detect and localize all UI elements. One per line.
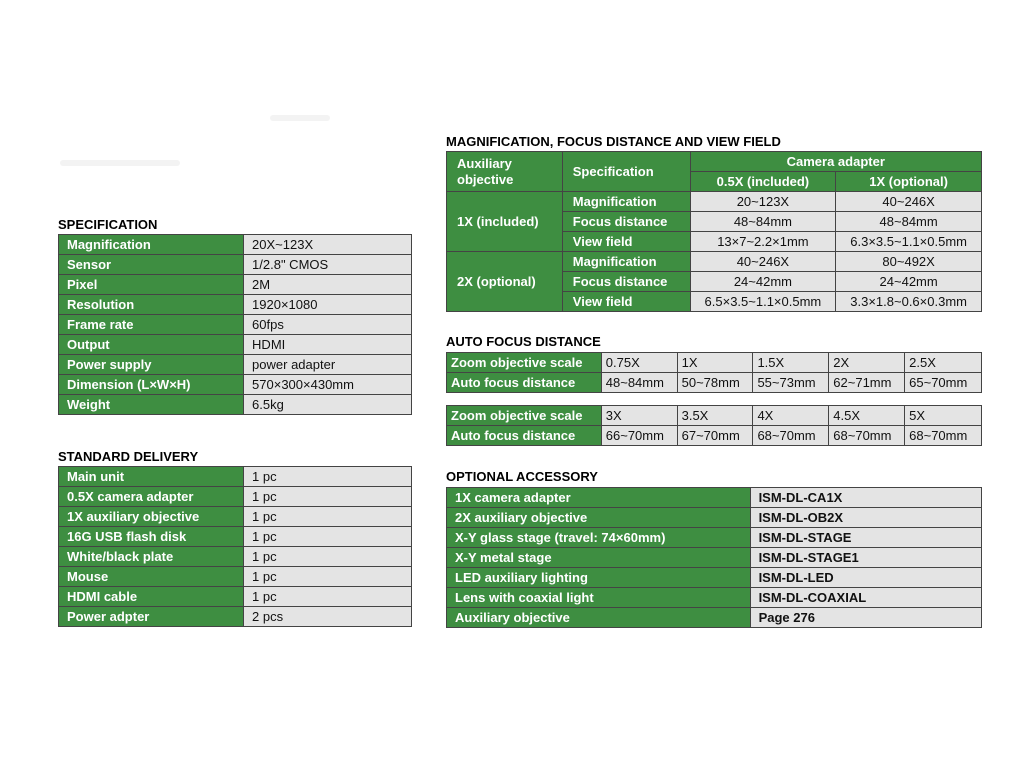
- spec-row: [59, 395, 412, 415]
- focus-distance-value: 67~70mm: [677, 426, 753, 446]
- value-1x: 24~42mm: [836, 272, 982, 292]
- value-05x: 13×7~2.2×1mm: [690, 232, 836, 252]
- focus-distance-value: 68~70mm: [905, 426, 982, 446]
- spec-row: [59, 335, 412, 355]
- focus-distance-value: 48~84mm: [601, 373, 677, 393]
- value-05x: 40~246X: [690, 252, 836, 272]
- zoom-scale-label: Zoom objective scale: [447, 353, 602, 373]
- accessory-code: ISM-DL-OB2X: [750, 508, 981, 528]
- value-05x: 24~42mm: [690, 272, 836, 292]
- delivery-qty: 1 pc: [244, 567, 412, 587]
- zoom-scale-value: 4X: [753, 406, 829, 426]
- spec-name: Magnification: [562, 192, 690, 212]
- spec-value: HDMI: [244, 335, 412, 355]
- accessory-row: [447, 608, 982, 628]
- accessory-code: Page 276: [750, 608, 981, 628]
- zoom-scale-value: 2X: [829, 353, 905, 373]
- zoom-scale-value: 2.5X: [905, 353, 982, 373]
- delivery-row: [59, 607, 412, 627]
- faint-mark: [270, 115, 330, 121]
- delivery-qty: 1 pc: [244, 487, 412, 507]
- spec-label: Resolution: [59, 295, 244, 315]
- spec-row: [59, 295, 412, 315]
- zoom-scale-value: 3.5X: [677, 406, 753, 426]
- magnification-title: MAGNIFICATION, FOCUS DISTANCE AND VIEW FIELD: [446, 134, 781, 149]
- accessory-name: 1X camera adapter: [447, 488, 751, 508]
- delivery-row: [59, 567, 412, 587]
- accessory-row: [447, 508, 982, 528]
- value-1x: 3.3×1.8~0.6×0.3mm: [836, 292, 982, 312]
- value-1x: 80~492X: [836, 252, 982, 272]
- focus-distance-row: [447, 426, 982, 446]
- delivery-row: [59, 587, 412, 607]
- focus-distance-value: 66~70mm: [601, 426, 677, 446]
- value-1x: 48~84mm: [836, 212, 982, 232]
- accessory-title: OPTIONAL ACCESSORY: [446, 469, 598, 484]
- objective-label: 2X (optional): [447, 252, 563, 312]
- delivery-title: STANDARD DELIVERY: [58, 449, 199, 464]
- delivery-item: Mouse: [59, 567, 244, 587]
- spec-row: [59, 355, 412, 375]
- value-05x: 6.5×3.5~1.1×0.5mm: [690, 292, 836, 312]
- accessory-name: LED auxiliary lighting: [447, 568, 751, 588]
- spec-row: [59, 375, 412, 395]
- spec-value: 1/2.8" CMOS: [244, 255, 412, 275]
- focus-distance-value: 68~70mm: [753, 426, 829, 446]
- delivery-item: 16G USB flash disk: [59, 527, 244, 547]
- zoom-scale-value: 3X: [601, 406, 677, 426]
- zoom-scale-value: 1.5X: [753, 353, 829, 373]
- zoom-scale-label: Zoom objective scale: [447, 406, 602, 426]
- accessory-table: [446, 487, 982, 628]
- accessory-code: ISM-DL-COAXIAL: [750, 588, 981, 608]
- spec-name: Focus distance: [562, 272, 690, 292]
- magnification-row: [447, 192, 982, 212]
- accessory-row: [447, 548, 982, 568]
- spec-label: Power supply: [59, 355, 244, 375]
- header-1x: 1X (optional): [836, 172, 982, 192]
- accessory-row: [447, 588, 982, 608]
- delivery-item: White/black plate: [59, 547, 244, 567]
- value-1x: 6.3×3.5~1.1×0.5mm: [836, 232, 982, 252]
- spec-value: 60fps: [244, 315, 412, 335]
- zoom-scale-value: 1X: [677, 353, 753, 373]
- header-camera-adapter: Camera adapter: [690, 152, 981, 172]
- focus-distance-value: 65~70mm: [905, 373, 982, 393]
- spec-label: Output: [59, 335, 244, 355]
- focus-distance-value: 55~73mm: [753, 373, 829, 393]
- accessory-code: ISM-DL-LED: [750, 568, 981, 588]
- magnification-row: [447, 252, 982, 272]
- accessory-row: [447, 568, 982, 588]
- focus-distance-value: 62~71mm: [829, 373, 905, 393]
- delivery-row: [59, 547, 412, 567]
- autofocus-title: AUTO FOCUS DISTANCE: [446, 334, 601, 349]
- spec-row: [59, 315, 412, 335]
- focus-distance-label: Auto focus distance: [447, 373, 602, 393]
- delivery-qty: 1 pc: [244, 527, 412, 547]
- spec-row: [59, 235, 412, 255]
- delivery-item: HDMI cable: [59, 587, 244, 607]
- spec-label: Sensor: [59, 255, 244, 275]
- spec-value: 1920×1080: [244, 295, 412, 315]
- value-1x: 40~246X: [836, 192, 982, 212]
- delivery-qty: 1 pc: [244, 547, 412, 567]
- spec-label: Magnification: [59, 235, 244, 255]
- delivery-item: 1X auxiliary objective: [59, 507, 244, 527]
- accessory-name: X-Y glass stage (travel: 74×60mm): [447, 528, 751, 548]
- spec-row: [59, 275, 412, 295]
- focus-distance-value: 50~78mm: [677, 373, 753, 393]
- delivery-qty: 1 pc: [244, 587, 412, 607]
- spec-value: 570×300×430mm: [244, 375, 412, 395]
- spec-value: power adapter: [244, 355, 412, 375]
- zoom-scale-value: 5X: [905, 406, 982, 426]
- delivery-table: [58, 466, 412, 627]
- spec-name: View field: [562, 232, 690, 252]
- magnification-table: [446, 151, 982, 312]
- delivery-row: [59, 527, 412, 547]
- spec-label: Frame rate: [59, 315, 244, 335]
- spec-value: 2M: [244, 275, 412, 295]
- spec-name: View field: [562, 292, 690, 312]
- delivery-qty: 1 pc: [244, 467, 412, 487]
- autofocus-table-2: [446, 405, 982, 446]
- accessory-name: 2X auxiliary objective: [447, 508, 751, 528]
- autofocus-table-1: [446, 352, 982, 393]
- accessory-name: Lens with coaxial light: [447, 588, 751, 608]
- delivery-row: [59, 487, 412, 507]
- zoom-scale-value: 0.75X: [601, 353, 677, 373]
- spec-label: Dimension (L×W×H): [59, 375, 244, 395]
- zoom-scale-row: [447, 353, 982, 373]
- faint-mark: [60, 160, 180, 166]
- focus-distance-row: [447, 373, 982, 393]
- delivery-row: [59, 507, 412, 527]
- spec-name: Focus distance: [562, 212, 690, 232]
- value-05x: 48~84mm: [690, 212, 836, 232]
- zoom-scale-row: [447, 406, 982, 426]
- specification-title: SPECIFICATION: [58, 217, 158, 232]
- accessory-code: ISM-DL-STAGE1: [750, 548, 981, 568]
- zoom-scale-value: 4.5X: [829, 406, 905, 426]
- value-05x: 20~123X: [690, 192, 836, 212]
- header-auxiliary-objective: Auxiliary objective: [447, 152, 563, 192]
- header-specification: Specification: [562, 152, 690, 192]
- accessory-code: ISM-DL-CA1X: [750, 488, 981, 508]
- delivery-item: 0.5X camera adapter: [59, 487, 244, 507]
- spec-label: Weight: [59, 395, 244, 415]
- spec-value: 6.5kg: [244, 395, 412, 415]
- spec-label: Pixel: [59, 275, 244, 295]
- spec-value: 20X~123X: [244, 235, 412, 255]
- accessory-name: Auxiliary objective: [447, 608, 751, 628]
- spec-row: [59, 255, 412, 275]
- delivery-qty: 1 pc: [244, 507, 412, 527]
- delivery-item: Main unit: [59, 467, 244, 487]
- accessory-row: [447, 488, 982, 508]
- delivery-qty: 2 pcs: [244, 607, 412, 627]
- delivery-row: [59, 467, 412, 487]
- accessory-name: X-Y metal stage: [447, 548, 751, 568]
- accessory-code: ISM-DL-STAGE: [750, 528, 981, 548]
- specification-table: [58, 234, 412, 415]
- focus-distance-value: 68~70mm: [829, 426, 905, 446]
- objective-label: 1X (included): [447, 192, 563, 252]
- focus-distance-label: Auto focus distance: [447, 426, 602, 446]
- spec-name: Magnification: [562, 252, 690, 272]
- accessory-row: [447, 528, 982, 548]
- header-05x: 0.5X (included): [690, 172, 836, 192]
- delivery-item: Power adpter: [59, 607, 244, 627]
